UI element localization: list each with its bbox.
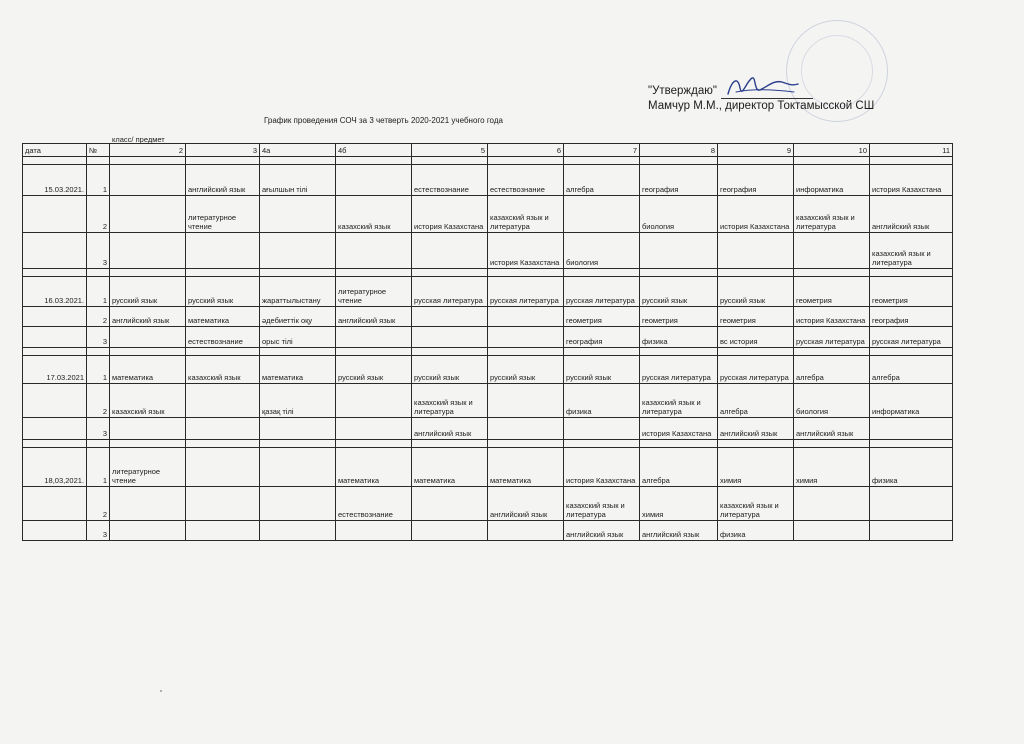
spacer-cell xyxy=(23,157,87,165)
subject-cell xyxy=(336,384,412,418)
date-cell: 15.03.2021. xyxy=(23,165,87,196)
spacer-cell xyxy=(110,440,186,448)
subject-cell: английский язык xyxy=(186,165,260,196)
column-header: 9 xyxy=(718,144,794,157)
lesson-number: 3 xyxy=(87,418,110,440)
spacer-cell xyxy=(186,440,260,448)
subject-cell xyxy=(260,196,336,233)
spacer-row xyxy=(23,440,953,448)
subject-cell: русская литература xyxy=(794,327,870,348)
table-row xyxy=(23,165,953,196)
table-row xyxy=(23,448,953,487)
subject-cell xyxy=(336,521,412,541)
subject-cell: русская литература xyxy=(564,277,640,307)
subject-cell: история Казахстана xyxy=(640,418,718,440)
subject-cell: информатика xyxy=(794,165,870,196)
subject-cell xyxy=(186,233,260,269)
scan-speck xyxy=(160,690,162,692)
subject-cell: математика xyxy=(336,448,412,487)
class-subject-label: класс/ предмет xyxy=(112,135,165,144)
date-cell: 18,03,2021. xyxy=(23,448,87,487)
subject-cell xyxy=(488,418,564,440)
subject-cell: география xyxy=(564,327,640,348)
spacer-cell xyxy=(794,440,870,448)
subject-cell: казахский язык и литература xyxy=(564,487,640,521)
subject-cell: геометрия xyxy=(640,307,718,327)
column-header: 3 xyxy=(186,144,260,157)
subject-cell xyxy=(564,196,640,233)
spacer-cell xyxy=(260,269,336,277)
subject-cell xyxy=(870,487,953,521)
subject-cell: алгебра xyxy=(794,356,870,384)
subject-cell: русский язык xyxy=(110,277,186,307)
subject-cell: биология xyxy=(564,233,640,269)
subject-cell: математика xyxy=(260,356,336,384)
spacer-cell xyxy=(640,440,718,448)
subject-cell xyxy=(336,418,412,440)
subject-cell xyxy=(260,233,336,269)
spacer-cell xyxy=(488,348,564,356)
subject-cell: ағылшын тілі xyxy=(260,165,336,196)
spacer-cell xyxy=(336,348,412,356)
subject-cell: история Казахстана xyxy=(412,196,488,233)
spacer-cell xyxy=(718,269,794,277)
subject-cell: информатика xyxy=(870,384,953,418)
table-row xyxy=(23,307,953,327)
spacer-cell xyxy=(718,440,794,448)
column-header: дата xyxy=(23,144,87,157)
spacer-cell xyxy=(260,348,336,356)
date-cell: 17.03.2021 xyxy=(23,356,87,384)
subject-cell xyxy=(488,307,564,327)
subject-cell: казахский язык и литература xyxy=(488,196,564,233)
subject-cell: английский язык xyxy=(564,521,640,541)
date-cell xyxy=(23,487,87,521)
spacer-cell xyxy=(718,348,794,356)
spacer-cell xyxy=(870,348,953,356)
lesson-number: 2 xyxy=(87,487,110,521)
date-cell xyxy=(23,196,87,233)
table-row xyxy=(23,233,953,269)
subject-cell: история Казахстана xyxy=(870,165,953,196)
subject-cell: английский язык xyxy=(870,196,953,233)
subject-cell: математика xyxy=(488,448,564,487)
subject-cell: литературное чтение xyxy=(336,277,412,307)
document-title: График проведения СОЧ за 3 четверть 2020-2021 учебного года xyxy=(264,116,503,125)
spacer-cell xyxy=(412,348,488,356)
subject-cell xyxy=(412,487,488,521)
spacer-cell xyxy=(870,269,953,277)
spacer-cell xyxy=(488,440,564,448)
subject-cell: естествознание xyxy=(412,165,488,196)
lesson-number: 2 xyxy=(87,384,110,418)
spacer-cell xyxy=(794,348,870,356)
spacer-cell xyxy=(336,269,412,277)
subject-cell xyxy=(186,384,260,418)
subject-cell xyxy=(110,521,186,541)
lesson-number: 2 xyxy=(87,307,110,327)
spacer-cell xyxy=(23,440,87,448)
date-cell xyxy=(23,521,87,541)
spacer-cell xyxy=(640,157,718,165)
subject-cell xyxy=(488,327,564,348)
subject-cell: русский язык xyxy=(640,277,718,307)
spacer-cell xyxy=(110,269,186,277)
subject-cell: казахский язык xyxy=(186,356,260,384)
subject-cell: русский язык xyxy=(336,356,412,384)
spacer-cell xyxy=(336,440,412,448)
subject-cell xyxy=(488,521,564,541)
subject-cell xyxy=(412,233,488,269)
subject-cell xyxy=(110,233,186,269)
column-header: № xyxy=(87,144,110,157)
lesson-number: 1 xyxy=(87,448,110,487)
subject-cell: алгебра xyxy=(564,165,640,196)
subject-cell: русская литература xyxy=(870,327,953,348)
table-row xyxy=(23,521,953,541)
subject-cell: казахский язык и литература xyxy=(640,384,718,418)
subject-cell xyxy=(564,418,640,440)
subject-cell xyxy=(794,521,870,541)
lesson-number: 3 xyxy=(87,327,110,348)
table-row xyxy=(23,196,953,233)
subject-cell: орыс тілі xyxy=(260,327,336,348)
spacer-cell xyxy=(412,440,488,448)
subject-cell xyxy=(186,418,260,440)
spacer-row xyxy=(23,348,953,356)
column-header: 8 xyxy=(640,144,718,157)
table-row xyxy=(23,356,953,384)
column-header: 4а xyxy=(260,144,336,157)
subject-cell xyxy=(110,418,186,440)
subject-cell xyxy=(260,448,336,487)
subject-cell: биология xyxy=(640,196,718,233)
spacer-cell xyxy=(336,157,412,165)
spacer-cell xyxy=(870,157,953,165)
column-header: 11 xyxy=(870,144,953,157)
subject-cell xyxy=(336,233,412,269)
spacer-cell xyxy=(564,157,640,165)
approved-label: "Утверждаю" xyxy=(648,85,717,97)
subject-cell: английский язык xyxy=(794,418,870,440)
subject-cell xyxy=(640,233,718,269)
date-cell xyxy=(23,233,87,269)
subject-cell: жараттылыстану xyxy=(260,277,336,307)
subject-cell: казахский язык и литература xyxy=(718,487,794,521)
subject-cell: алгебра xyxy=(718,384,794,418)
subject-cell: русская литература xyxy=(412,277,488,307)
subject-cell: русская литература xyxy=(640,356,718,384)
subject-cell xyxy=(260,487,336,521)
subject-cell xyxy=(794,233,870,269)
table-row xyxy=(23,277,953,307)
subject-cell: алгебра xyxy=(870,356,953,384)
spacer-cell xyxy=(412,269,488,277)
column-header: 2 xyxy=(110,144,186,157)
subject-cell: русский язык xyxy=(488,356,564,384)
subject-cell: история Казахстана xyxy=(718,196,794,233)
spacer-cell xyxy=(640,348,718,356)
subject-cell: физика xyxy=(564,384,640,418)
column-header: 5 xyxy=(412,144,488,157)
spacer-cell xyxy=(23,269,87,277)
spacer-cell xyxy=(564,348,640,356)
subject-cell: естествознание xyxy=(488,165,564,196)
spacer-cell xyxy=(260,440,336,448)
spacer-cell xyxy=(794,269,870,277)
table-row xyxy=(23,384,953,418)
subject-cell xyxy=(336,165,412,196)
subject-cell xyxy=(110,487,186,521)
subject-cell: казахский язык и литература xyxy=(412,384,488,418)
subject-cell xyxy=(870,521,953,541)
subject-cell: история Казахстана xyxy=(488,233,564,269)
subject-cell xyxy=(412,521,488,541)
column-header: 4б xyxy=(336,144,412,157)
signer-name: Мамчур М.М., директор Токтамысской СШ xyxy=(648,100,875,112)
header-row xyxy=(23,144,953,157)
subject-cell: геометрия xyxy=(564,307,640,327)
subject-cell: география xyxy=(640,165,718,196)
lesson-number: 3 xyxy=(87,233,110,269)
date-cell xyxy=(23,327,87,348)
date-cell xyxy=(23,418,87,440)
subject-cell: математика xyxy=(186,307,260,327)
subject-cell xyxy=(488,384,564,418)
spacer-cell xyxy=(260,157,336,165)
spacer-cell xyxy=(87,440,110,448)
subject-cell: химия xyxy=(718,448,794,487)
spacer-cell xyxy=(186,348,260,356)
subject-cell xyxy=(110,165,186,196)
spacer-cell xyxy=(640,269,718,277)
subject-cell: английский язык xyxy=(412,418,488,440)
table-row xyxy=(23,327,953,348)
subject-cell: английский язык xyxy=(110,307,186,327)
column-header: 6 xyxy=(488,144,564,157)
subject-cell: география xyxy=(870,307,953,327)
subject-cell: русский язык xyxy=(412,356,488,384)
subject-cell: казахский язык xyxy=(336,196,412,233)
date-cell xyxy=(23,307,87,327)
subject-cell: русский язык xyxy=(186,277,260,307)
subject-cell: естествознание xyxy=(186,327,260,348)
subject-cell: русский язык xyxy=(564,356,640,384)
subject-cell: математика xyxy=(412,448,488,487)
subject-cell: геометрия xyxy=(870,277,953,307)
spacer-cell xyxy=(564,269,640,277)
spacer-cell xyxy=(488,269,564,277)
subject-cell: вс история xyxy=(718,327,794,348)
subject-cell: алгебра xyxy=(640,448,718,487)
subject-cell: математика xyxy=(110,356,186,384)
subject-cell: литературное чтение xyxy=(110,448,186,487)
subject-cell: казахский язык и литература xyxy=(794,196,870,233)
subject-cell: английский язык xyxy=(640,521,718,541)
subject-cell: қазақ тілі xyxy=(260,384,336,418)
subject-cell xyxy=(186,487,260,521)
spacer-cell xyxy=(87,269,110,277)
subject-cell: английский язык xyxy=(718,418,794,440)
subject-cell xyxy=(260,418,336,440)
spacer-cell xyxy=(87,157,110,165)
subject-cell: физика xyxy=(870,448,953,487)
spacer-cell xyxy=(412,157,488,165)
subject-cell xyxy=(186,521,260,541)
date-cell xyxy=(23,384,87,418)
lesson-number: 1 xyxy=(87,277,110,307)
subject-cell xyxy=(718,233,794,269)
spacer-cell xyxy=(186,269,260,277)
spacer-cell xyxy=(718,157,794,165)
spacer-cell xyxy=(564,440,640,448)
subject-cell xyxy=(412,327,488,348)
subject-cell xyxy=(794,487,870,521)
subject-cell: химия xyxy=(640,487,718,521)
subject-cell xyxy=(412,307,488,327)
subject-cell: английский язык xyxy=(488,487,564,521)
lesson-number: 2 xyxy=(87,196,110,233)
spacer-cell xyxy=(23,348,87,356)
subject-cell: казахский язык и литература xyxy=(870,233,953,269)
subject-cell: геометрия xyxy=(794,277,870,307)
spacer-cell xyxy=(87,348,110,356)
subject-cell: физика xyxy=(640,327,718,348)
subject-cell: история Казахстана xyxy=(564,448,640,487)
subject-cell: русская литература xyxy=(488,277,564,307)
subject-cell: английский язык xyxy=(336,307,412,327)
subject-cell: естествознание xyxy=(336,487,412,521)
subject-cell xyxy=(110,327,186,348)
table-row xyxy=(23,418,953,440)
subject-cell: история Казахстана xyxy=(794,307,870,327)
subject-cell: әдебиеттік оқу xyxy=(260,307,336,327)
subject-cell xyxy=(186,448,260,487)
spacer-cell xyxy=(186,157,260,165)
subject-cell xyxy=(336,327,412,348)
subject-cell xyxy=(260,521,336,541)
signature-icon xyxy=(722,70,802,104)
subject-cell xyxy=(110,196,186,233)
spacer-cell xyxy=(110,348,186,356)
subject-cell: казахский язык xyxy=(110,384,186,418)
spacer-row xyxy=(23,157,953,165)
column-header: 7 xyxy=(564,144,640,157)
subject-cell: русский язык xyxy=(718,277,794,307)
subject-cell: литературное чтение xyxy=(186,196,260,233)
table-row xyxy=(23,487,953,521)
subject-cell: биология xyxy=(794,384,870,418)
subject-cell: география xyxy=(718,165,794,196)
spacer-row xyxy=(23,269,953,277)
subject-cell: химия xyxy=(794,448,870,487)
spacer-cell xyxy=(110,157,186,165)
lesson-number: 1 xyxy=(87,356,110,384)
subject-cell: русская литература xyxy=(718,356,794,384)
subject-cell: физика xyxy=(718,521,794,541)
subject-cell xyxy=(870,418,953,440)
column-header: 10 xyxy=(794,144,870,157)
lesson-number: 3 xyxy=(87,521,110,541)
lesson-number: 1 xyxy=(87,165,110,196)
schedule-table xyxy=(22,143,953,541)
spacer-cell xyxy=(794,157,870,165)
date-cell: 16.03.2021. xyxy=(23,277,87,307)
spacer-cell xyxy=(488,157,564,165)
spacer-cell xyxy=(870,440,953,448)
subject-cell: геометрия xyxy=(718,307,794,327)
